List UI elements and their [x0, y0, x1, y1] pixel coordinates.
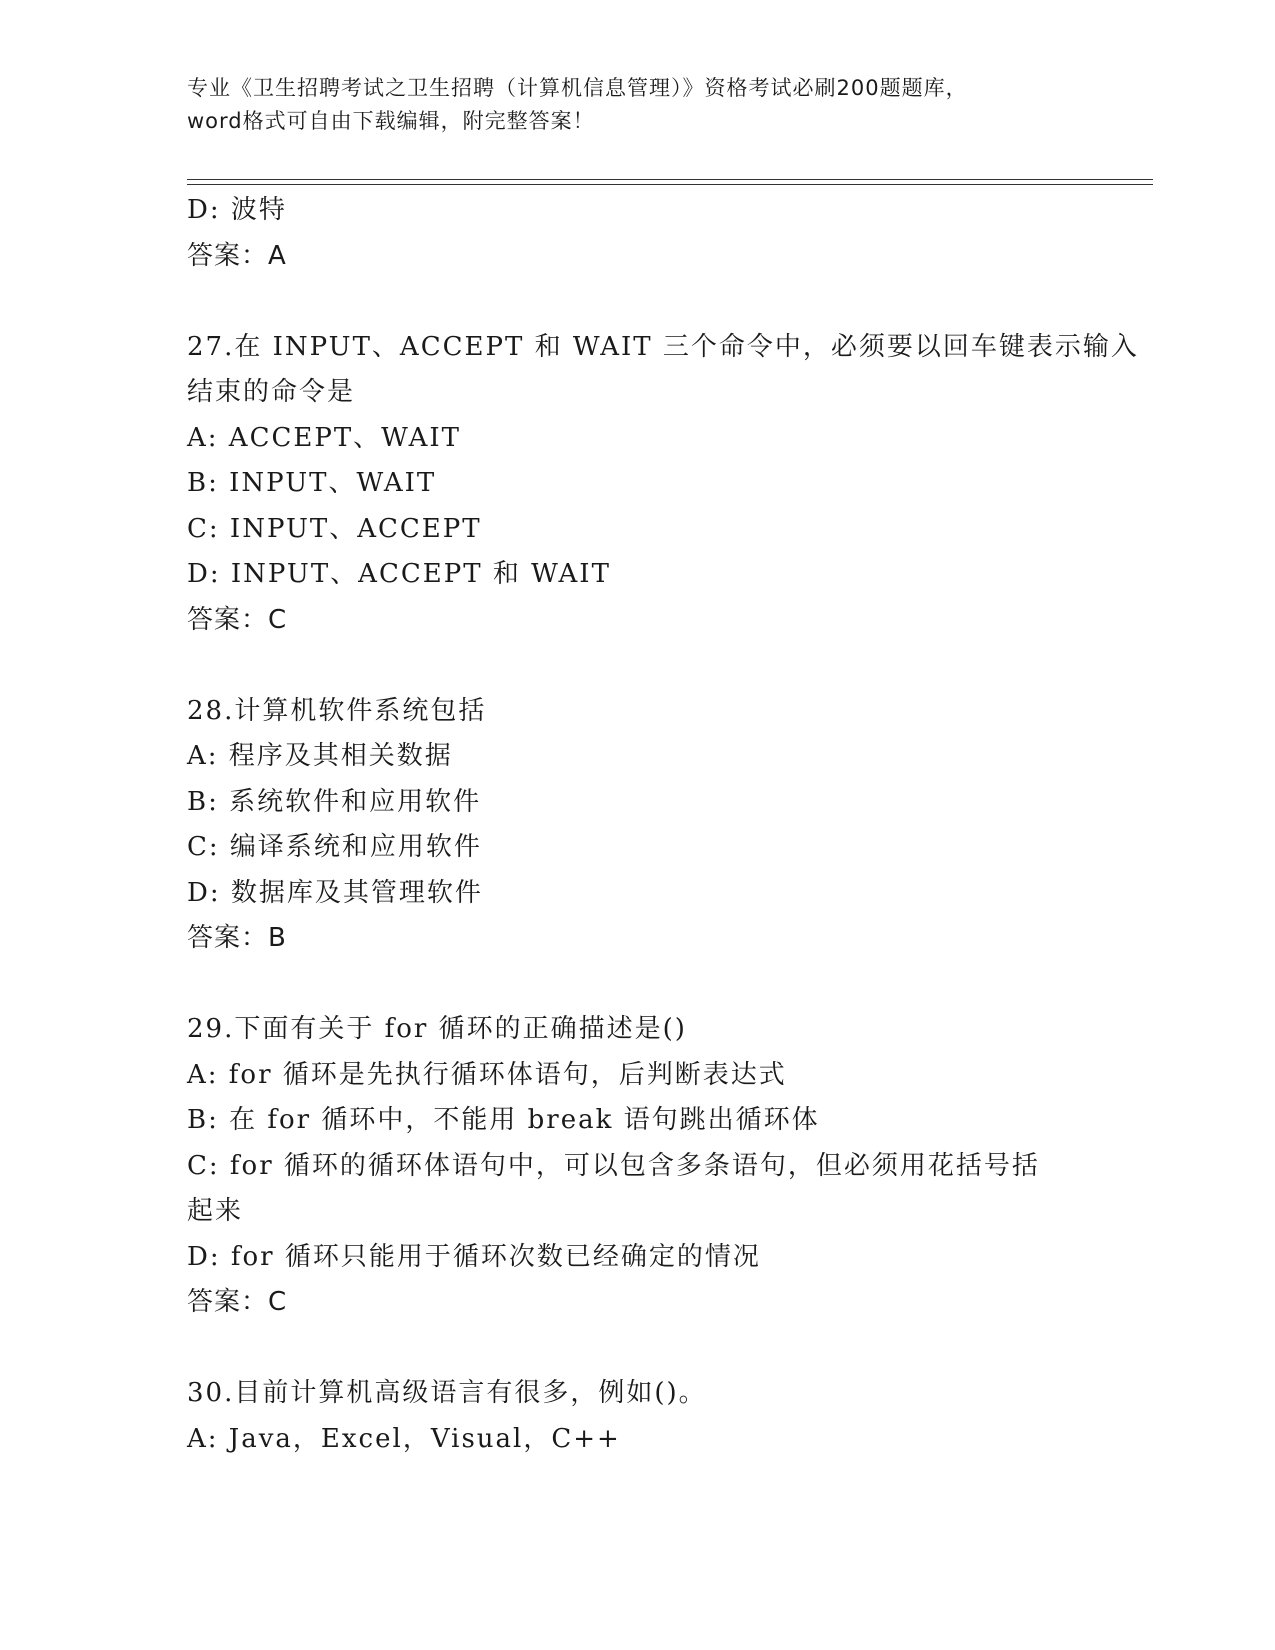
question-stem: 28.计算机软件系统包括 — [187, 695, 487, 726]
question-stem: 27.在 INPUT、ACCEPT 和 WAIT 三个命令中，必须要以回车键表示输入 — [187, 331, 1139, 362]
answer: 答案：C — [187, 1287, 288, 1317]
option-b: B: 系统软件和应用软件 — [187, 786, 482, 817]
option-b: B: 在 for 循环中，不能用 break 语句跳出循环体 — [187, 1105, 820, 1135]
option-c: C: for 循环的循环体语句中，可以包含多条语句，但必须用花括号括 — [187, 1150, 1040, 1181]
option-d: D: for 循环只能用于循环次数已经确定的情况 — [187, 1241, 761, 1272]
option-a: A: 程序及其相关数据 — [187, 741, 453, 771]
question-list — [187, 188, 1139, 1462]
question-29 — [187, 1007, 1087, 1326]
option-b: B: INPUT、WAIT — [187, 468, 437, 498]
option-c: C: 编译系统和应用软件 — [187, 832, 482, 862]
option-a: A: for 循环是先执行循环体语句，后判断表达式 — [187, 1059, 787, 1090]
answer: 答案：A — [187, 240, 287, 271]
question-27 — [187, 325, 1139, 644]
option-c: C: INPUT、ACCEPT — [187, 513, 482, 544]
answer: 答案：C — [187, 604, 288, 635]
spacer — [187, 279, 1087, 325]
option-a: A: ACCEPT、WAIT — [187, 422, 461, 453]
header-title-line-2: word格式可自由下载编辑，附完整答案！ — [187, 109, 595, 133]
question-30 — [187, 1371, 1087, 1462]
document-header — [187, 72, 1087, 138]
header-divider-bottom — [187, 184, 1153, 185]
spacer — [187, 962, 1087, 1008]
header-title-line-1: 专业《卫生招聘考试之卫生招聘（计算机信息管理）》资格考试必刷200题题库， — [187, 76, 968, 100]
option-c-continued: 起来 — [187, 1196, 244, 1226]
question-28 — [187, 689, 1087, 962]
option-d: D: 数据库及其管理软件 — [187, 877, 483, 908]
spacer — [187, 643, 1087, 689]
question-stem: 30.目前计算机高级语言有很多，例如()。 — [187, 1378, 707, 1408]
answer: 答案：B — [187, 923, 287, 953]
option-d: D: INPUT、ACCEPT 和 WAIT — [187, 559, 611, 589]
option-a: A: Java，Excel，Visual，C++ — [187, 1423, 621, 1454]
header-divider-top — [187, 179, 1153, 180]
question-stem: 29.下面有关于 for 循环的正确描述是() — [187, 1014, 687, 1044]
option-d: D: 波特 — [187, 195, 287, 225]
question-stem-continued: 结束的命令是 — [187, 377, 356, 407]
spacer — [187, 1326, 1087, 1372]
